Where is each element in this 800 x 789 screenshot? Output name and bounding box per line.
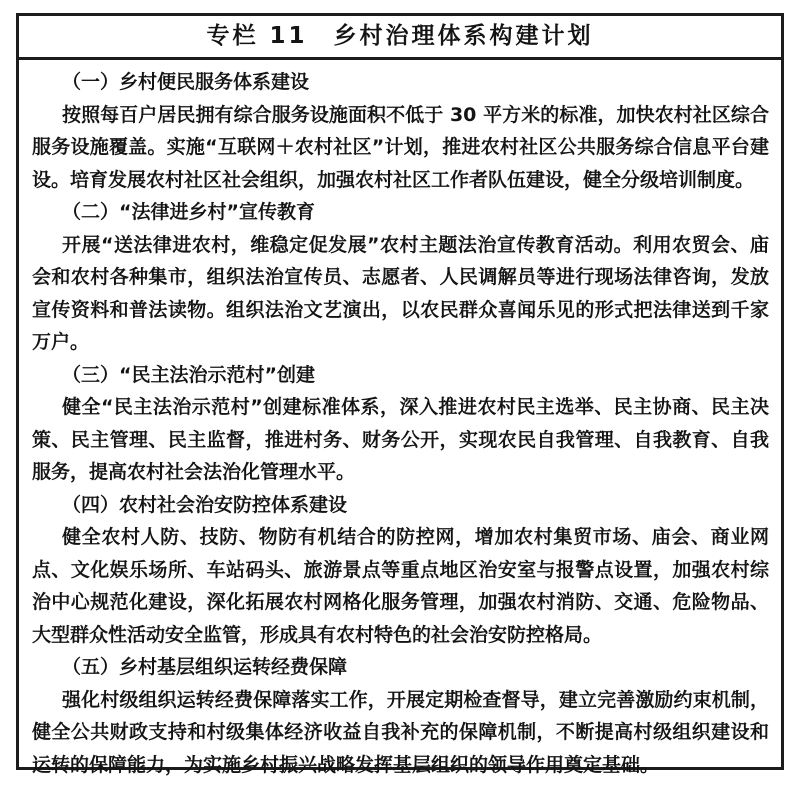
panel-title: 专栏 11 乡村治理体系构建计划 bbox=[19, 16, 781, 60]
section-paragraph: 健全“民主法治示范村”创建标准体系，深入推进农村民主选举、民主协商、民主决策、民主管理、民主监督，推进村务、财务公开，实现农民自我管理、自我教育、自我服务，提高农村社会法治化管理水平。 bbox=[32, 396, 769, 483]
section-1 bbox=[32, 66, 769, 196]
section-paragraph: 按照每百户居民拥有综合服务设施面积不低于 30 平方米的标准，加快农村社区综合服务设施覆盖。实施“互联网＋农村社区”计划，推进农村社区公共服务综合信息平台建设。培育发展农村社区社会组织，加强农村社区工作者队伍建设，健全分级培训制度。 bbox=[32, 103, 769, 191]
section-paragraph: 开展“送法律进农村，维稳定促发展”农村主题法治宣传教育活动。利用农贸会、庙会和农村各种集市，组织法治宣传员、志愿者、人民调解员等进行现场法律咨询，发放宣传资料和普法读物。组织法治文艺演出，以农民群众喜闻乐见的形式把法律送到千家万户。 bbox=[32, 233, 769, 353]
panel-body bbox=[19, 60, 781, 781]
section-heading: （五）乡村基层组织运转经费保障 bbox=[62, 656, 348, 678]
section-4 bbox=[32, 489, 769, 652]
section-paragraph: 健全农村人防、技防、物防有机结合的防控网，增加农村集贸市场、庙会、商业网点、文化娱乐场所、车站码头、旅游景点等重点地区治安室与报警点设置，加强农村综治中心规范化建设，深化拓展农村网格化服务管理，加强农村消防、交通、危险物品、大型群众性活动安全监管，形成具有农村特色的社会治安防控格局。 bbox=[32, 526, 769, 646]
section-3 bbox=[32, 359, 769, 489]
section-heading: （一）乡村便民服务体系建设 bbox=[62, 71, 310, 93]
section-heading: （四）农村社会治安防控体系建设 bbox=[62, 493, 348, 516]
section-paragraph: 强化村级组织运转经费保障落实工作，开展定期检查督导，建立完善激励约束机制，健全公共财政支持和村级集体经济收益自我补充的保障机制，不断提高村级组织建设和运转的保障能力，为实施乡村振兴战略发挥基层组织的领导作用奠定基础。 bbox=[32, 688, 769, 776]
section-5 bbox=[32, 651, 769, 781]
section-heading: （二）“法律进乡村”宣传教育 bbox=[62, 201, 315, 223]
section-heading: （三）“民主法治示范村”创建 bbox=[62, 363, 315, 386]
plan-panel bbox=[16, 13, 784, 776]
section-2 bbox=[32, 196, 769, 359]
